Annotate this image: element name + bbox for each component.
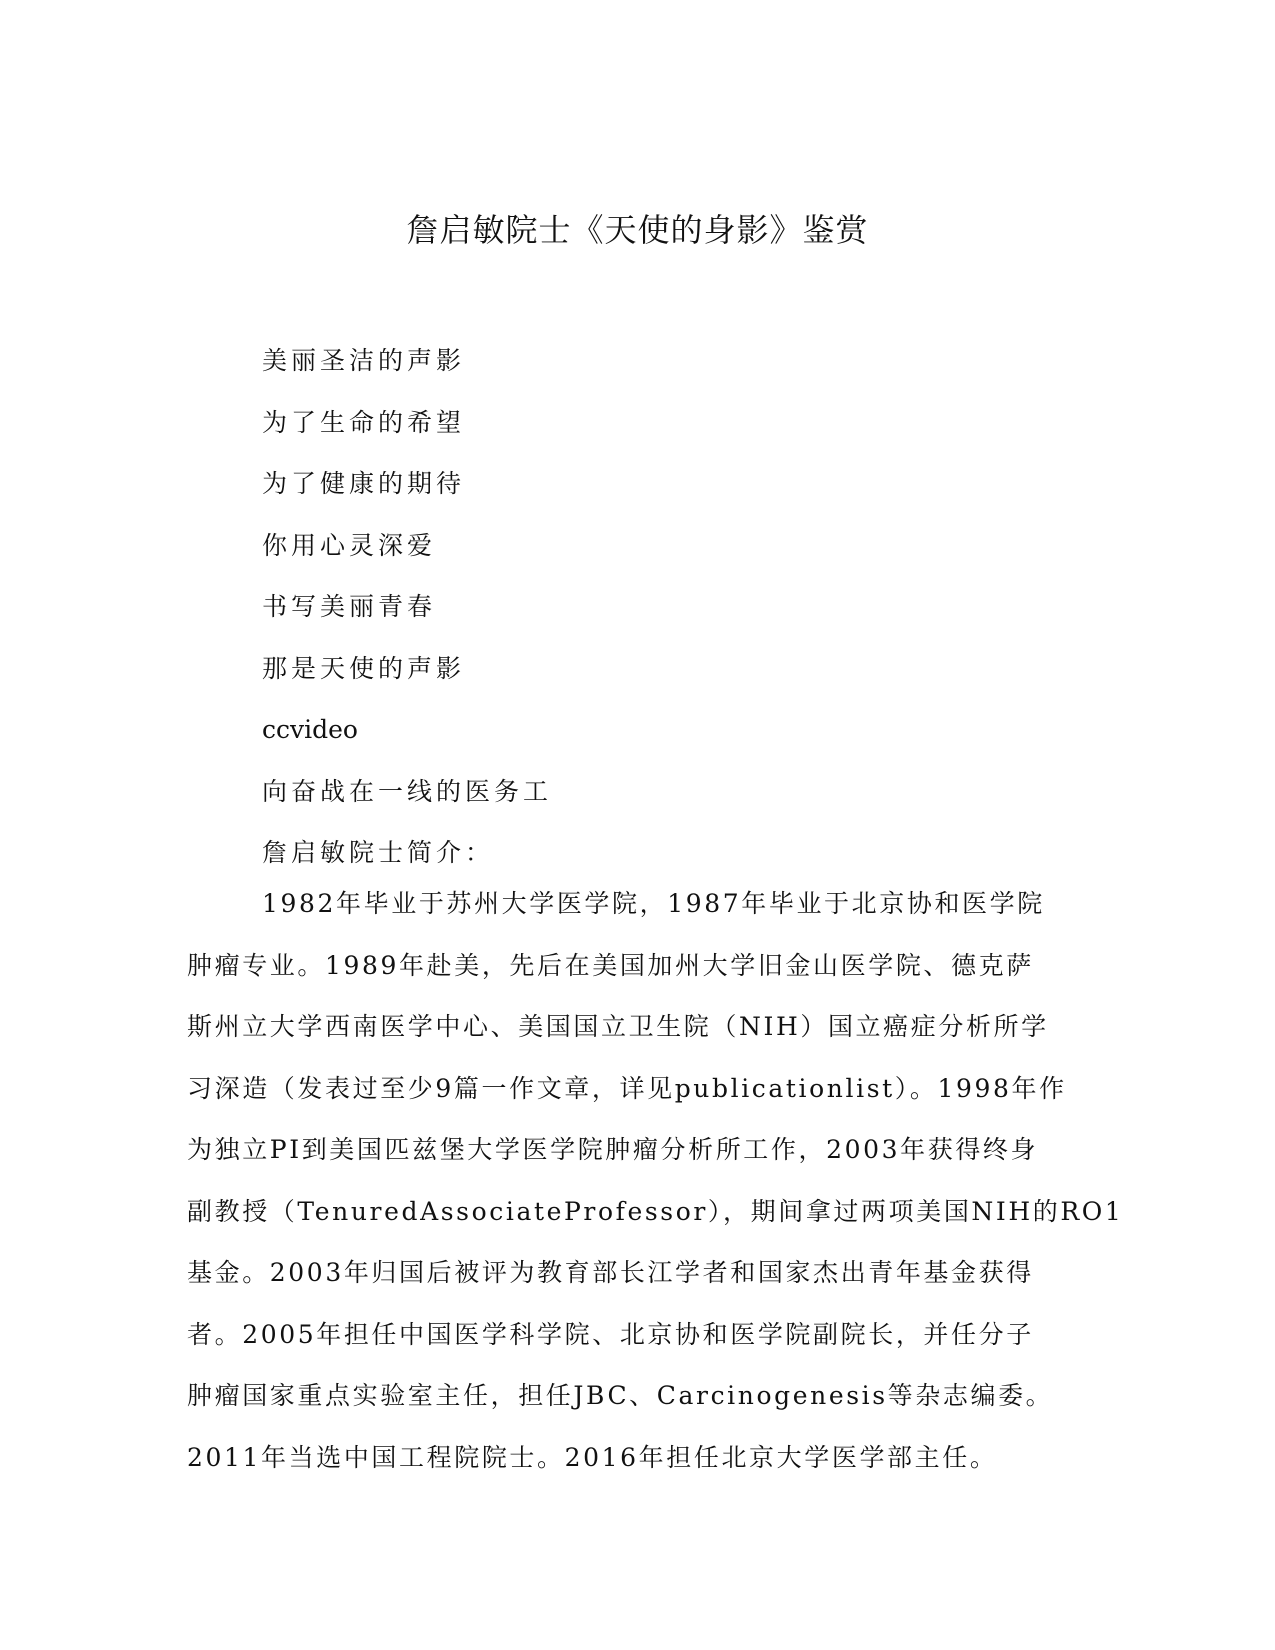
bio-line: 肿瘤国家重点实验室主任，担任JBC、Carcinogenesis等杂志编委。: [187, 1381, 1054, 1410]
bio-heading: 詹启敏院士简介：: [262, 838, 495, 867]
bio-line: 基金。2003年归国后被评为教育部长江学者和国家杰出青年基金获得: [187, 1258, 1034, 1287]
poem-line: 向奋战在一线的医务工: [262, 776, 553, 806]
bio-line: 1982年毕业于苏州大学医学院，1987年毕业于北京协和医学院: [262, 889, 1045, 918]
poem-line: 你用心灵深爱: [262, 530, 437, 560]
poem-line: 为了生命的希望: [262, 407, 466, 437]
poem-line: 那是天使的声影: [262, 653, 466, 683]
poem-line: 书写美丽青春: [262, 592, 437, 621]
document-title: 詹启敏院士《天使的身影》鉴赏: [406, 211, 869, 249]
poem-line: 美丽圣洁的声影: [262, 346, 466, 375]
poem-line: 为了健康的期待: [262, 469, 466, 498]
bio-line: 为独立PI到美国匹兹堡大学医学院肿瘤分析所工作，2003年获得终身: [187, 1135, 1039, 1164]
poem-line: ccvideo: [262, 715, 358, 744]
bio-line: 肿瘤专业。1989年赴美，先后在美国加州大学旧金山医学院、德克萨: [187, 950, 1034, 980]
poem-block: [262, 330, 552, 884]
bio-line: 副教授（TenuredAssociateProfessor），期间拿过两项美国NIH的RO1: [187, 1196, 1124, 1226]
bio-line: 习深造（发表过至少9篇一作文章，详见publicationlist）。1998年作: [187, 1073, 1067, 1103]
bio-line: 者。2005年担任中国医学科学院、北京协和医学院副院长，并任分子: [187, 1319, 1034, 1349]
bio-line: 2011年当选中国工程院院士。2016年担任北京大学医学部主任。: [187, 1442, 998, 1472]
bio-paragraph: [187, 873, 1124, 1488]
bio-line: 斯州立大学西南医学中心、美国国立卫生院（NIH）国立癌症分析所学: [187, 1012, 1049, 1041]
